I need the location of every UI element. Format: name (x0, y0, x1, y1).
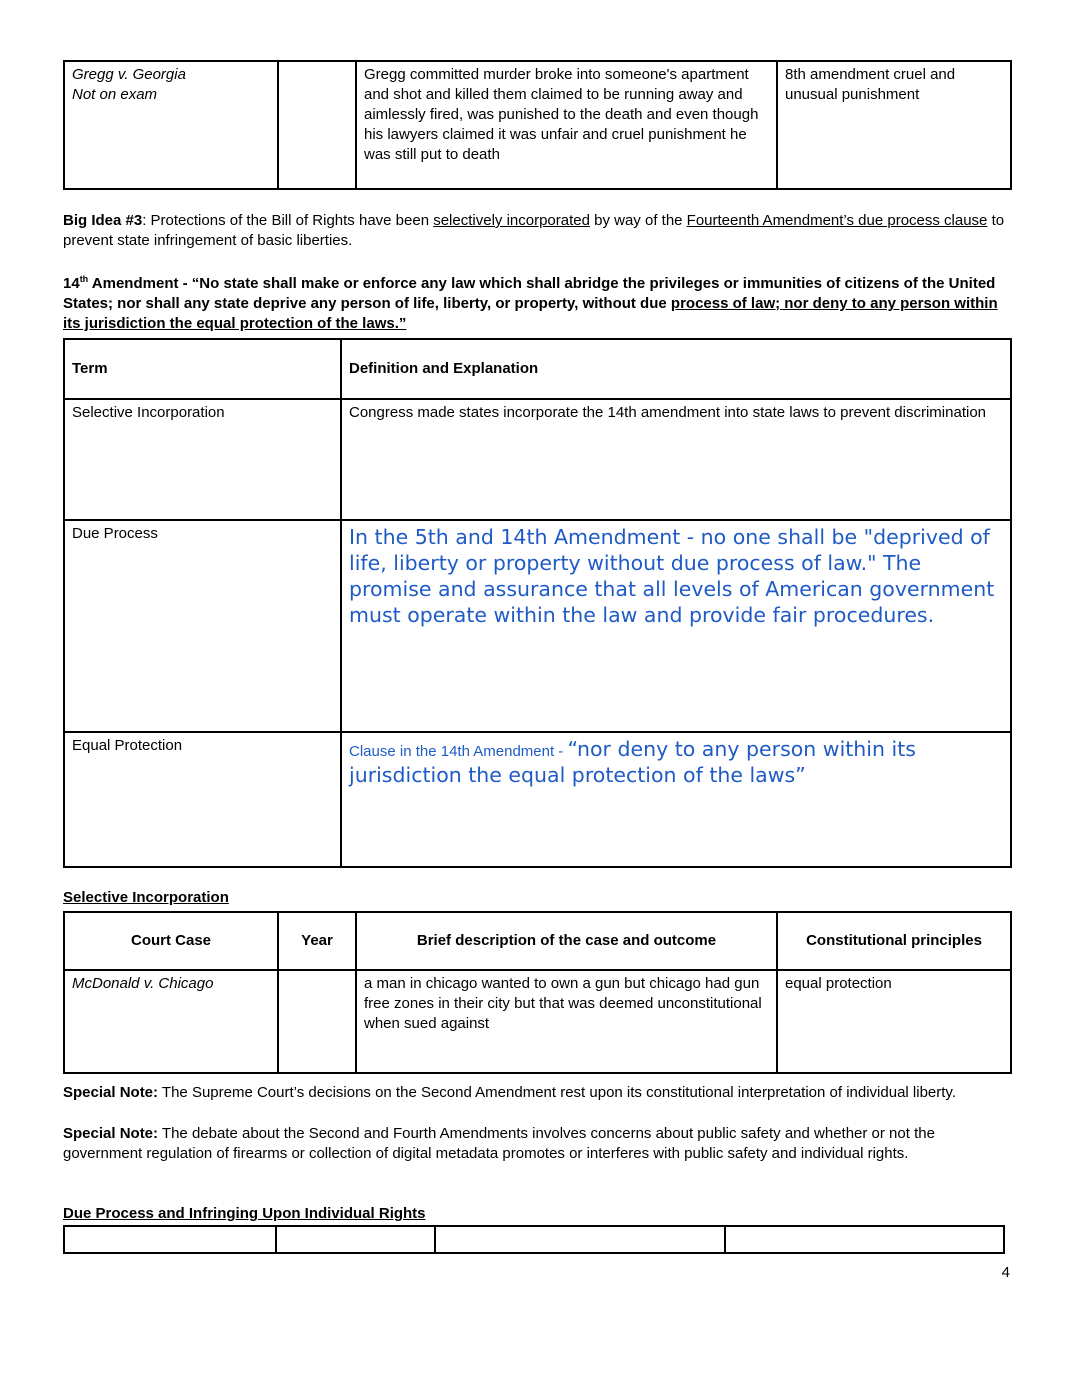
table-row (64, 732, 1011, 867)
year-header-cell: Year (278, 912, 356, 970)
special-note-label: Special Note: (63, 1125, 159, 1142)
due-process-heading: Due Process and Infringing Upon Individual Rights (63, 1205, 426, 1222)
equal-protection-prefix: Clause in the 14th Amendment - (349, 743, 568, 760)
empty-cell (276, 1226, 435, 1253)
principles-header-cell: Constitutional principles (777, 912, 1011, 970)
case-note: Not on exam (72, 86, 158, 103)
special-note-1: Special Note: The Supreme Court’s decisions on the Second Amendment rest upon its constitutional interpretation of individual liberty. (63, 1084, 956, 1101)
table-row (64, 1226, 1004, 1253)
definition-cell: Congress made states incorporate the 14th amendment into state laws to prevent discrimination (341, 399, 1011, 520)
empty-cell (725, 1226, 1004, 1253)
table-row (64, 399, 1011, 520)
table-header-row (64, 339, 1011, 399)
year-cell (278, 970, 356, 1073)
due-process-table (63, 1225, 1005, 1254)
empty-cell (435, 1226, 725, 1253)
special-note-label: Special Note: (63, 1084, 159, 1101)
definition-header-cell: Definition and Explanation (341, 339, 1011, 399)
constitutional-principles-cell: 8th amendment cruel and unusual punishment (777, 61, 1011, 189)
case-name-cell (64, 61, 278, 189)
term-definition-table (63, 338, 1012, 868)
term-cell: Equal Protection (64, 732, 341, 867)
table-row (64, 520, 1011, 732)
big-idea-label: Big Idea #3 (63, 212, 143, 229)
year-cell (278, 61, 356, 189)
superscript-th: th (79, 274, 89, 284)
court-case-header-cell: Court Case (64, 912, 278, 970)
table-header-row (64, 912, 1011, 970)
fourteenth-amendment-paragraph: 14th Amendment - “No state shall make or enforce any law which shall abridge the privileges or immunities of citizens of the United States; nor shall any state deprive any person of life, liberty, or property, without due process of law; nor deny to any person within its jurisdiction the equal protection of the laws.” (63, 274, 998, 332)
definition-cell (341, 732, 1011, 867)
page-number: 4 (1001, 1264, 1010, 1281)
case-description-cell: a man in chicago wanted to own a gun but chicago had gun free zones in their city but that was deemed unconstitutional when sued against (356, 970, 777, 1073)
empty-cell (64, 1226, 276, 1253)
term-cell: Selective Incorporation (64, 399, 341, 520)
definition-cell (341, 520, 1011, 732)
table-row (64, 970, 1011, 1073)
constitutional-principles-cell: equal protection (777, 970, 1011, 1073)
special-note-2: Special Note: The debate about the Second and Fourth Amendments involves concerns about public safety and whether or not the government regulation of firearms or collection of digital metadata promotes or interferes with public safety and individual rights. (63, 1125, 935, 1162)
case-description-cell: Gregg committed murder broke into someone's apartment and shot and killed them claimed to be running away and aimlessly fired, was punished to the death and even though his lawyers claimed it was unfair and cruel punishment he was still put to death (356, 61, 777, 189)
case-name: Gregg v. Georgia (72, 66, 186, 83)
selective-incorporation-heading: Selective Incorporation (63, 889, 229, 906)
case-name-cell: McDonald v. Chicago (64, 970, 278, 1073)
court-case-carryover-table (63, 60, 1012, 190)
description-header-cell: Brief description of the case and outcome (356, 912, 777, 970)
term-cell: Due Process (64, 520, 341, 732)
selective-incorporation-table (63, 911, 1012, 1074)
due-process-definition: In the 5th and 14th Amendment - no one shall be "deprived of life, liberty or property without due process of law." The promise and assurance that all levels of American government must operate within the law and provide fair procedures. (349, 525, 995, 627)
big-idea-paragraph: Big Idea #3: Protections of the Bill of Rights have been selectively incorporated by way of the Fourteenth Amendment’s due process clause to prevent state infringement of basic liberties. (63, 212, 1005, 249)
term-header-cell: Term (64, 339, 341, 399)
table-row (64, 61, 1011, 189)
equal-protection-quote: “nor deny to any person within its jurisdiction the equal protection of the laws” (349, 737, 916, 787)
